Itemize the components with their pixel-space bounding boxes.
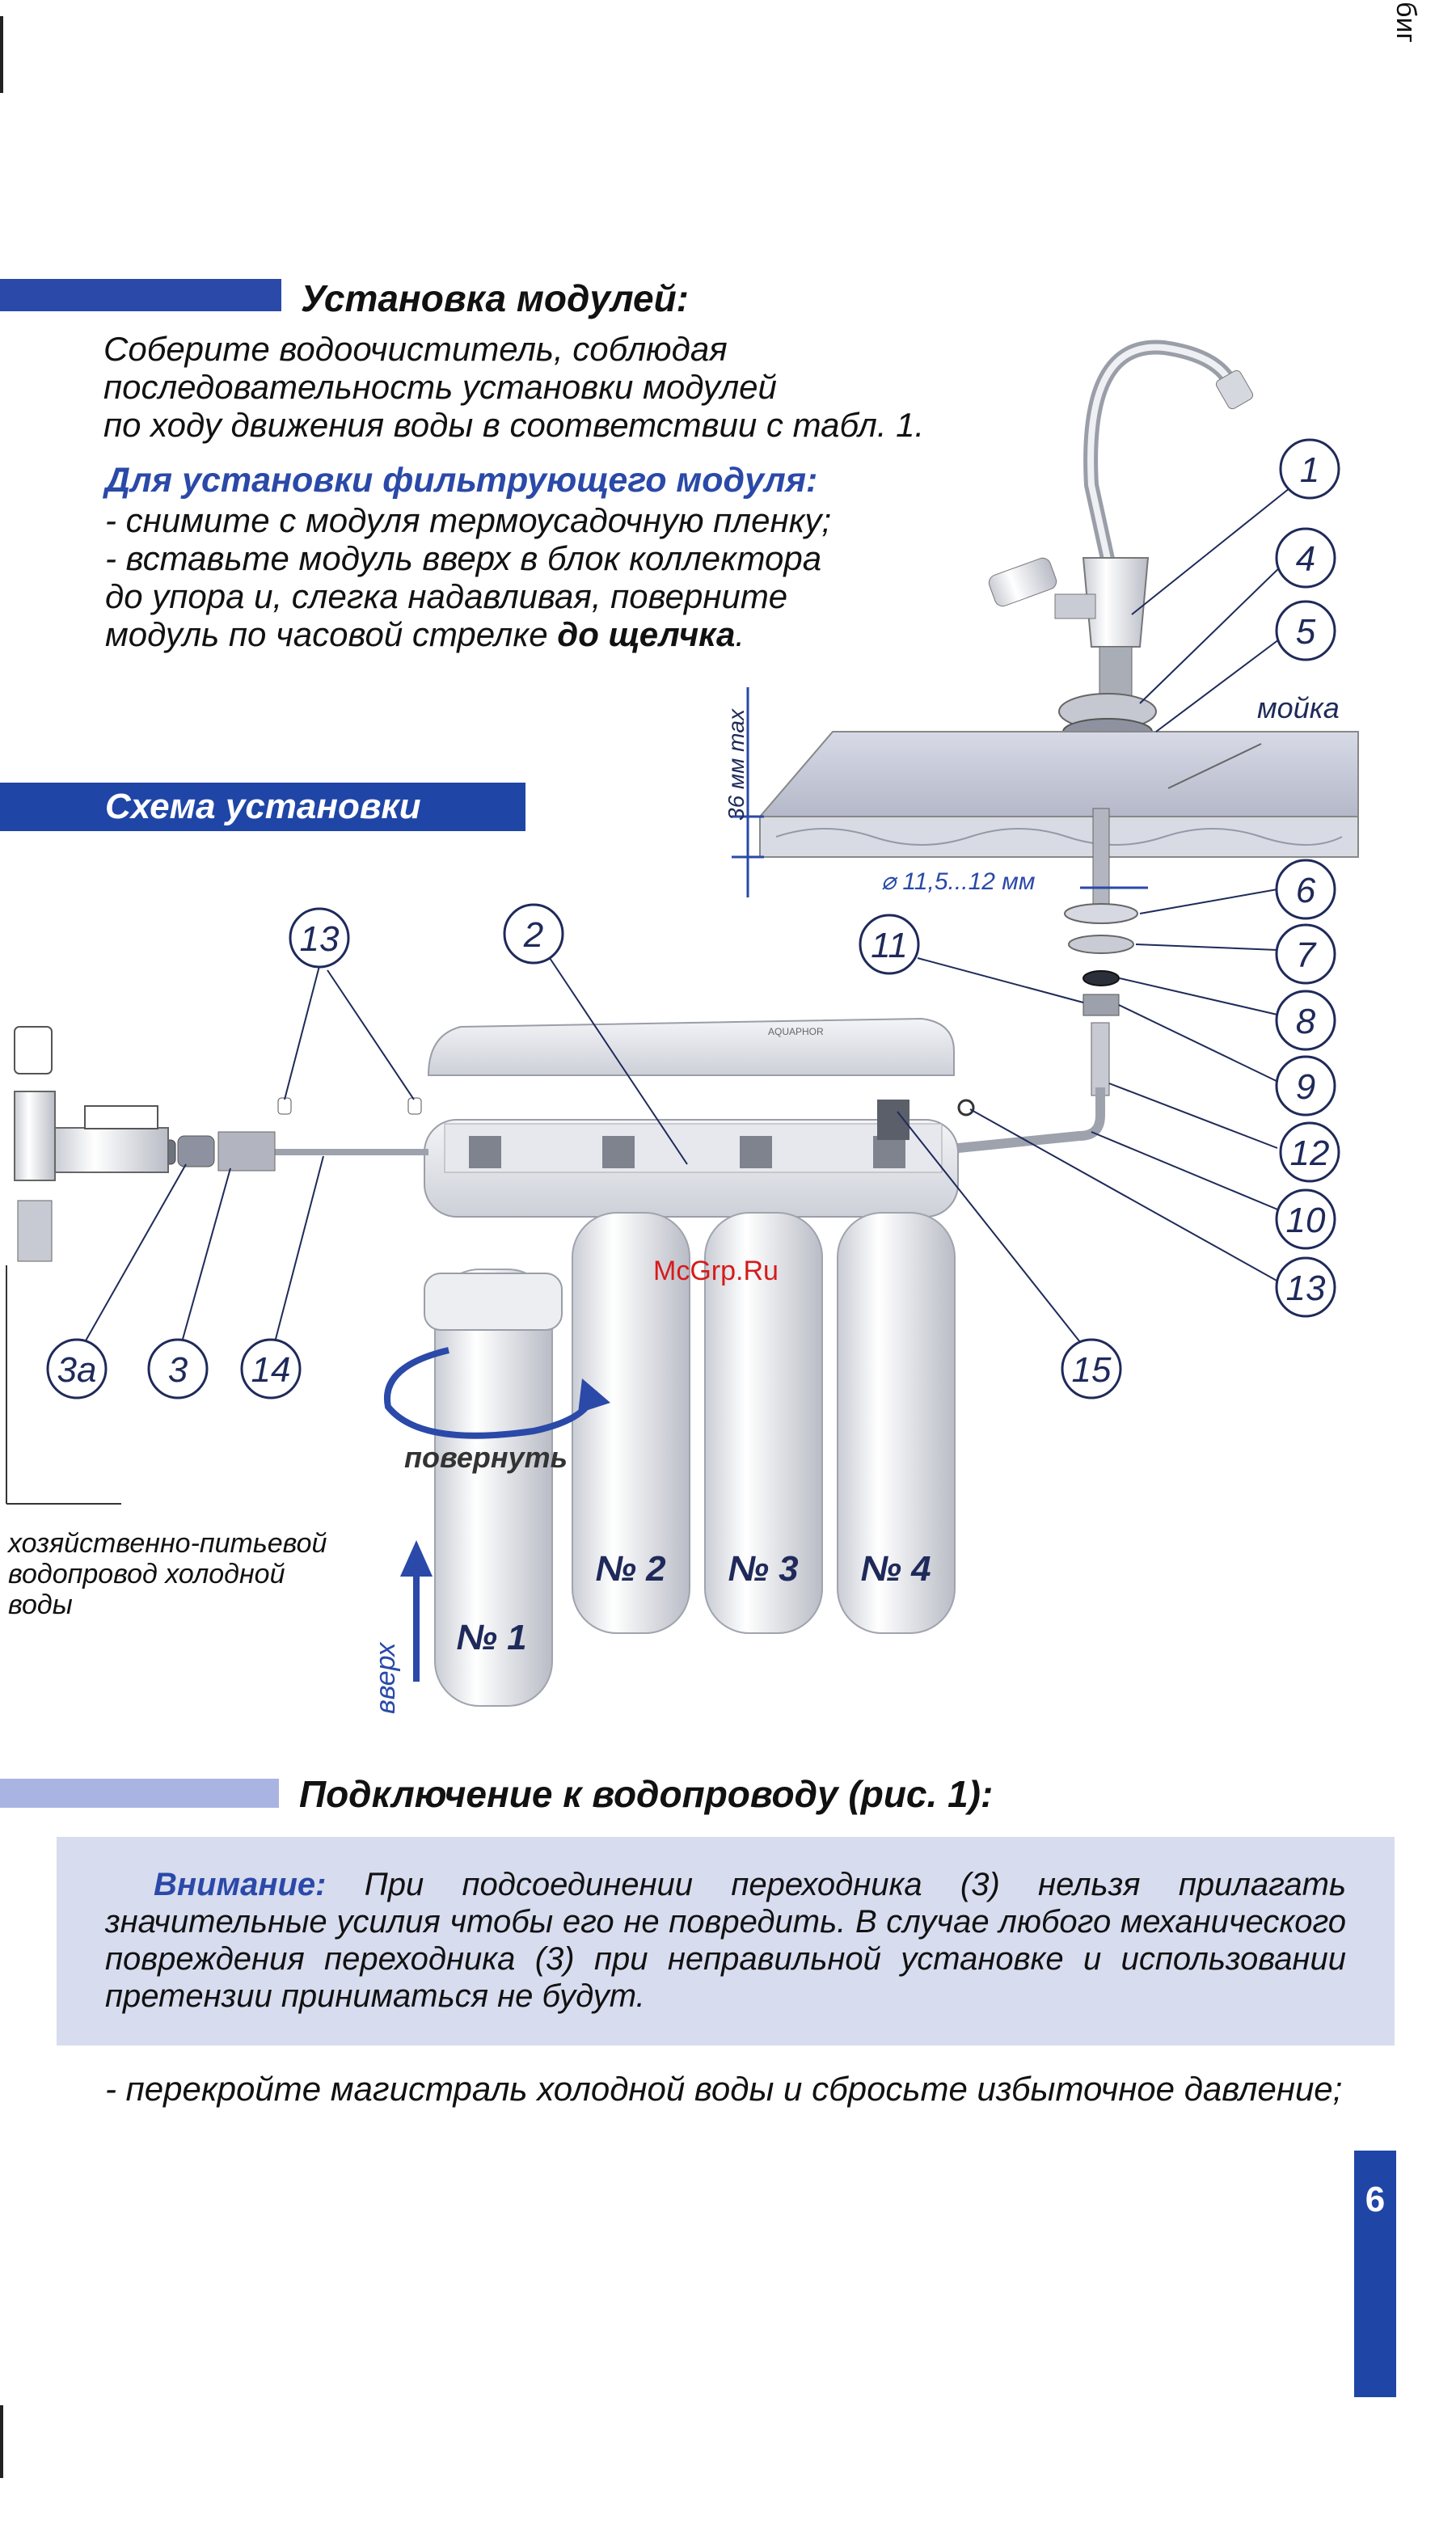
section-bar-modules [0, 279, 281, 311]
warning-label: Внимание: [154, 1867, 327, 1902]
filter-line-1: - снимите с модуля термоусадочную пленку; [105, 501, 832, 539]
up-label: вверх [370, 1642, 401, 1714]
step-text: - перекройте магистраль холодной воды и сбросьте избыточное давление; [105, 2070, 1343, 2108]
callout-9: 9 [1295, 1067, 1316, 1107]
callout-10: 10 [1285, 1201, 1326, 1240]
callout-14: 14 [251, 1350, 291, 1390]
callout-13-right: 13 [1285, 1269, 1326, 1308]
section-bar-connect [0, 1779, 279, 1808]
up-arrow-head [400, 1540, 433, 1577]
brand-label: AQUAPHOR [768, 1026, 824, 1037]
callout-3: 3 [167, 1350, 188, 1390]
filter-line-3: до упора и, слегка надавливая, поверните [105, 577, 788, 615]
watermark: McGrp.Ru [653, 1256, 779, 1286]
filter-line-4-text: модуль по часовой стрелке [105, 615, 558, 653]
module-3-label: № 3 [728, 1549, 799, 1589]
callout-12: 12 [1289, 1134, 1330, 1173]
callout-7: 7 [1295, 935, 1316, 975]
small-rings [278, 1098, 973, 1115]
page-number-tab [1354, 2151, 1396, 2397]
callout-2: 2 [523, 915, 544, 955]
modules-line-1: Соберите водоочиститель, соблюдая [103, 330, 728, 368]
corner-text: биг [1391, 2, 1421, 43]
mounting-parts [958, 904, 1137, 1148]
callout-4: 4 [1295, 539, 1316, 579]
left-edge-mark-bottom [0, 2405, 3, 2478]
warning-notice [57, 1837, 1395, 2045]
section-title-modules: Установка модулей: [301, 277, 689, 319]
callout-11: 11 [871, 926, 908, 965]
input-tubing [158, 1132, 428, 1171]
section-title-connect: Подключение к водопроводу (рис. 1): [299, 1773, 994, 1815]
modules-line-2: последовательность установки модулей [103, 368, 777, 406]
max-height-label: 36 мм max [724, 709, 749, 821]
callout-6: 6 [1295, 871, 1316, 910]
sink-label: мойка [1257, 691, 1340, 724]
callout-13-left: 13 [299, 919, 340, 959]
water-supply-label [6, 1528, 327, 1620]
faucet [987, 347, 1255, 745]
callout-5: 5 [1295, 612, 1316, 652]
left-edge-mark-top [0, 16, 3, 93]
module-2-label: № 2 [595, 1549, 666, 1589]
water-line-1: хозяйственно-питьевой [8, 1528, 327, 1559]
schema-band-label: Схема установки [105, 787, 421, 826]
tee-valve [6, 1027, 168, 1504]
warning-text: При подсоединении переходника (3) нельзя прилагать значительные усилия чтобы его не повредить. В случае любого механического повреждения переходника (3) при неправильной установке и использовании претензии приниматься не будут. [105, 1867, 1346, 2014]
module-4-label: № 4 [860, 1549, 931, 1589]
sink-countertop [760, 732, 1358, 906]
callout-1: 1 [1299, 450, 1320, 490]
filter-line-4-end: . [735, 615, 745, 653]
page-number: 6 [1365, 2180, 1386, 2219]
water-line-3: воды [8, 1589, 73, 1620]
turn-label: повернуть [404, 1441, 568, 1474]
callout-15: 15 [1071, 1350, 1112, 1390]
modules-line-3: по ходу движения воды в соответствии с табл. 1. [103, 406, 925, 444]
collector-block [424, 1019, 958, 1217]
installation-schema [0, 323, 1456, 1714]
filter-line-2: - вставьте модуль вверх в блок коллектора [105, 539, 822, 577]
callout-8: 8 [1295, 1002, 1316, 1041]
callout-3a: 3а [57, 1350, 97, 1390]
filter-title: Для установки фильтрующего модуля: [105, 461, 818, 500]
water-line-2: водопровод холодной [8, 1559, 285, 1589]
filter-line-4-bold: до щелчка [557, 615, 736, 653]
diameter-label: ⌀ 11,5...12 мм [881, 868, 1036, 895]
module-1-label: № 1 [456, 1618, 527, 1657]
